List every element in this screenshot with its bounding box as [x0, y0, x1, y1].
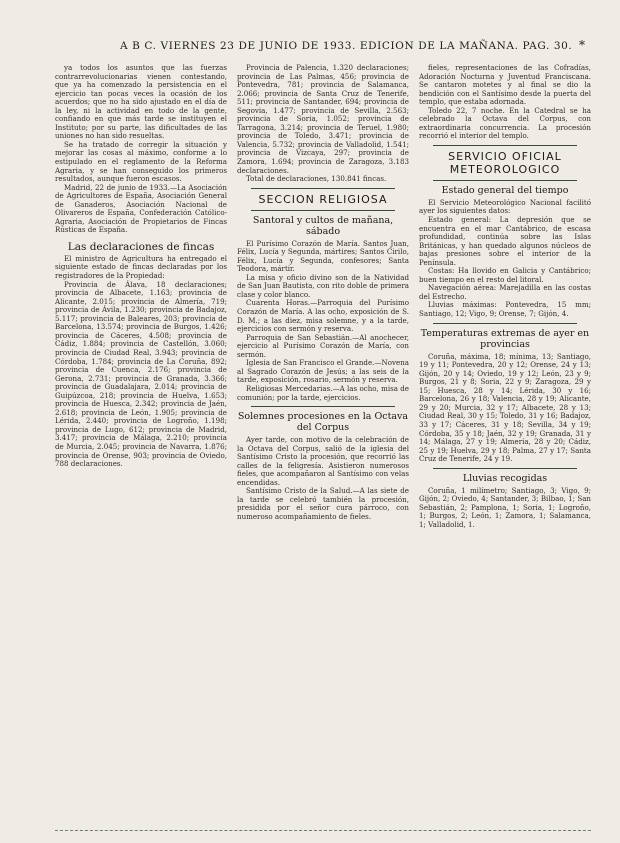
article-paragraph: Coruña, 1 milímetro; Santiago, 3; Vigo, 9; Gijón, 2; Oviedo, 4; Santander, 3; Bilbao, 1; San Sebastián, 2; Pamplona, 1; Soria, 1; Logroño, 1; Burgos, 2; León, 1; Zamora, 1; Salamanca, 1; Valladolid, 1. — [419, 485, 591, 529]
article-paragraph: Cuarenta Horas.—Parroquia del Purísimo Corazón de María. A las ocho, exposición de S. D. M.; a las diez, misa solemne, y a la tarde, ejercicios con sermón y reserva. — [237, 298, 409, 334]
column-left — [55, 64, 227, 824]
divider — [251, 188, 395, 189]
article-paragraph: Ayer tarde, con motivo de la celebración de la Octava del Corpus, salió de la iglesia del Santísimo Cristo la procesión, que recorrió las calles de la feligresía. Asistieron numerosos fieles, que acompañaron al Santísimo con velas encendidas. — [237, 435, 409, 487]
divider — [251, 210, 395, 211]
article-paragraph: Navegación aérea: Marejadilla en las costas del Estrecho. — [419, 283, 591, 301]
article-paragraph: Toledo 22, 7 noche. En la Catedral se ha celebrado la Octava del Corpus, con extraordinaria concurrencia. La procesión recorrió el interior del templo. — [419, 105, 591, 141]
article-heading-santoral: Santoral y cultos de mañana, sábado — [252, 214, 394, 237]
bottom-rule — [55, 830, 591, 832]
article-paragraph: Coruña, máxima, 18; mínima, 13; Santiago, 19 y 11; Pontevedra, 20 y 12; Orense, 24 y 13; Gijón, 20 y 14; Oviedo, 19 y 12; León, 23 y 9; Burgos, 21 y 8; Soria, 22 y 9; Zaragoza, 29 y 15; Huesca, 28 y 14; Lérida, 30 y 16; Barcelona, 26 y 18; Valencia, 28 y 19; Alicante, 29 y 20; Murcia, 32 y 17; Albacete, 28 y 13; Ciudad Real, 30 y 15; Toledo, 31 y 16; Badajoz, 33 y 17; Cáceres, 31 y 18; Sevilla, 34 y 19; Córdoba, 35 y 18; Jaén, 32 y 19; Granada, 31 y 14; Málaga, 27 y 19; Almería, 28 y 20; Cádiz, 25 y 19; Huelva, 29 y 18; Palma, 27 y 17; Santa Cruz de Tenerife, 24 y 19. — [419, 351, 591, 464]
article-paragraph: Santísimo Cristo de la Salud.—A las siete de la tarde se celebró también la procesión, presidida por el señor cura párroco, con numeroso acompañamiento de fieles. — [237, 486, 409, 521]
article-paragraph: Lluvias máximas: Pontevedra, 15 mm; Santiago, 12; Vigo, 9; Orense, 7; Gijón, 4. — [419, 300, 591, 319]
article-paragraph: El Servicio Meteorológico Nacional facilitó ayer los siguientes datos: — [419, 197, 591, 216]
page-header: A B C. VIERNES 23 DE JUNIO DE 1933. EDICION DE LA MAÑANA. PAG. 30. — [120, 40, 573, 52]
divider — [433, 145, 577, 146]
article-heading-lluvias: Lluvias recogidas — [462, 472, 548, 484]
article-paragraph: fieles, representaciones de las Cofradías, Adoración Nocturna y Juventud Franciscana. Se cantaron motetes y al final se dio la bendición con el Santísimo desde la puerta del templo, que estaba adornada. — [419, 64, 591, 107]
divider — [433, 468, 577, 469]
article-paragraph: Iglesia de San Francisco el Grande.—Novena al Sagrado Corazón de Jesús; a las seis de la tarde, exposición, rosario, sermón y reserva. — [237, 358, 409, 385]
article-paragraph: Se ha tratado de corregir la situación y mejorar las cosas al máximo, conforme a lo estipulado en el reglamento de la Reforma Agraria, y se han conseguido los primeros resultados, aunque fueron escasos. — [55, 139, 227, 184]
article-paragraph: La misa y oficio divino son de la Natividad de San Juan Bautista, con rito doble de primera clase y color blanco. — [237, 272, 409, 299]
column-right — [419, 64, 591, 824]
article-paragraph: ya todos los asuntos que las fuerzas contrarrevolucionarias vienen contestando, que ya ha comenzado la persistencia en el ejercicio tan pocas veces la ocasión de los acuerdos; que no ha sido ajustado en el día de la ley, ni la actividad en todo de la gente, confiando en que más tarde se instituyen el Instituto; por su parte, las dificultades de las uniones no han sido resueltas. — [55, 64, 227, 141]
page-mark: * — [579, 38, 585, 52]
section-title-religiosa: SECCION RELIGIOSA — [258, 192, 388, 206]
article-paragraph: El Purísimo Corazón de María. Santos Juan, Félix, Lucía y Segunda, mártires; Santos Cirilo, Félix, Lucía y Segunda, confesores; Santa Teodora, mártir. — [237, 238, 409, 274]
divider — [251, 406, 395, 407]
article-paragraph: Provincia de Álava, 18 declaraciones; provincia de Albacete, 1.163; provincia de Alicante, 2.015; provincia de Almería, 719; provincia de Ávila, 1.230; provincia de Badajoz, 5.117; provincia de Baleares, 203; provincia de Barcelona, 13.574; provincia de Burgos, 1.426; provincia de Cáceres, 4.508; provincia de Cádiz, 1.884; provincia de Castellón, 3.060; provincia de Ciudad Real, 3.943; provincia de Córdoba, 1.784; provincia de La Coruña, 892; provincia de Cuenca, 2.176; provincia de Gerona, 2.731; provincia de Granada, 3.366; provincia de Guadalajara, 2.014; provincia de Guipúzcoa, 218; provincia de Huelva, 1.653; provincia de Huesca, 2.342; provincia de Jaén, 2.618; provincia de León, 1.905; provincia de Lérida, 2.440; provincia de Logroño, 1.198; provincia de Lugo, 612; provincia de Madrid, 3.417; provincia de Málaga, 2.210; provincia de Murcia, 2.045; provincia de Navarra, 1.876; provincia de Orense, 903; provincia de Oviedo, 788 declaraciones. — [55, 279, 227, 469]
column-middle — [237, 64, 409, 824]
article-heading-procesiones: Solemnes procesiones en la Octava del Corpus — [237, 411, 409, 434]
article-heading-tiempo: Estado general del tiempo — [441, 184, 569, 196]
article-paragraph: Costas: Ha llovido en Galicia y Cantábrico; buen tiempo en el resto del litoral. — [419, 266, 591, 284]
article-paragraph: Parroquia de San Sebastián.—Al anochecer, ejercicio al Purísimo Corazón de María, con sermón. — [237, 332, 409, 359]
section-title-meteorologico: SERVICIO OFICIAL METEOROLOGICO — [448, 149, 562, 176]
article-paragraph: Provincia de Palencia, 1.320 declaraciones; provincia de Las Palmas, 456; provincia de Pontevedra, 781; provincia de Salamanca, 2.066; provincia de Santa Cruz de Tenerife, 511; provincia de Santander, 694; provincia de Segovia, 1.477; provincia de Sevilla, 2.563; provincia de Soria, 1.052; provincia de Tarragona, 3.214; provincia de Teruel, 1.980; provincia de Toledo, 3.471; provincia de Valencia, 5.732; provincia de Valladolid, 1.541; provincia de Vizcaya, 297; provincia de Zamora, 1.694; provincia de Zaragoza, 3.183 declaraciones. — [237, 64, 409, 175]
article-signature: Madrid, 22 de junio de 1933.—La Asociación de Agricultores de España, Asociación General de Ganaderos, Asociación Nacional de Olivareros de España, Confederación Católico-Agraria, Asociación de Propietarios de Fincas Rústicas de España. — [55, 182, 227, 235]
divider — [433, 323, 577, 324]
article-paragraph: Total de declaraciones, 130.841 fincas. — [246, 174, 387, 184]
section-heading-declaraciones: Las declaraciones de fincas — [67, 240, 215, 253]
article-paragraph: Estado general: La depresión que se encuentra en el mar Cantábrico, de escasa profundidad, continúa sobre las Islas Británicas, y han quedado algunos núcleos de bajas presiones sobre el interior de la Península. — [419, 215, 591, 267]
article-heading-temperaturas: Temperaturas extremas de ayer en provincias — [420, 327, 590, 350]
divider — [433, 180, 577, 181]
article-paragraph: Religiosas Mercedarias.—A las ocho, misa de comunión; por la tarde, ejercicios. — [237, 383, 409, 402]
article-paragraph: El ministro de Agricultura ha entregado el siguiente estado de fincas declaradas por los registradores de la Propiedad: — [55, 253, 227, 281]
